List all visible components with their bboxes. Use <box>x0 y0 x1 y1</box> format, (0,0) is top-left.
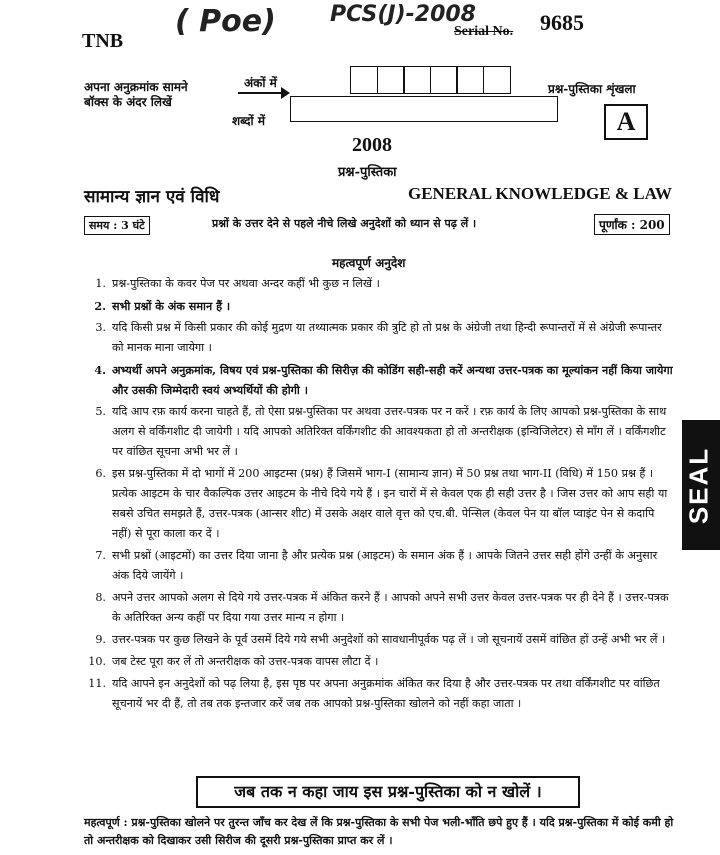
instruction-item: 8. अपने उत्तर आपको अलग से दिये गये उत्तर-पत्रक में अंकित करने हैं । आपको अपने सभी उत्तर केवल उत्तर-पत्रक पर ही देने हैं । उत्तर-पत्रक के अतिरिक्त अन्य कहीं पर दिया गया उत्तर मान्य न होगा । <box>95 591 669 624</box>
roll-digit-box[interactable] <box>377 66 405 94</box>
instruction-item: 6. इस प्रश्न-पुस्तिका में दो भागों में 200 आइटम्स (प्रश्न) हैं जिसमें भाग-I (सामान्य ज्ञान) में 50 प्रश्न तथा भाग-II (विधि) में 150 प्रश्न हैं । प्रत्येक आइटम के चार वैकल्पिक उत्तर आइटम के नीचे दिये गये हैं । इन चारों में से केवल एक ही सही उत्तर है । जिस उत्तर को आप सही या सबसे उचित समझते हैं, उत्तर-पत्रक (आन्सर शीट) में उसके अक्षर वाले वृत्त को एच.बी. पेन्सिल (केवल पेन या बॉल प्वाइंट पेन से कदापि नहीं) से पूरा काला कर दें । <box>95 467 668 540</box>
max-marks: पूर्णांक : 200 <box>594 214 670 235</box>
instruction-item: 4. अभ्यर्थी अपने अनुक्रमांक, विषय एवं प्रश्न-पुस्तिका की सिरीज़ की कोडिंग सही-सही करें अन्यथा उत्तर-पत्रक का मूल्यांकन नहीं किया जायेगा और उसकी जिम्मेदारी स्वयं अभ्यर्थियों की होगी । <box>94 363 673 397</box>
serial-number: 9685 <box>540 10 584 35</box>
series-label: प्रश्न-पुस्तिका शृंखला <box>548 82 636 96</box>
roll-digit-box[interactable] <box>430 66 458 94</box>
instruction-item: 9. उत्तर-पत्रक पर कुछ लिखने के पूर्व उसमें दिये गये सभी अनुदेशों को सावधानीपूर्वक पढ़ लें । जो सूचनायें उसमें वांछित हों उन्हें अभी भर लें । <box>95 633 666 646</box>
arrow-icon <box>238 92 288 94</box>
booklet-code: TNB <box>82 30 124 52</box>
roll-words-field[interactable] <box>290 96 558 122</box>
roll-digit-box[interactable] <box>456 66 484 94</box>
instruction-item: 7. सभी प्रश्नों (आइटमों) का उत्तर दिया जाना है और प्रत्येक प्रश्न (आइटम) के समान अंक हैं । आपके जितने उत्तर सही होंगे उन्हीं के अनुसार अंक दिये जायेंगे । <box>95 549 658 582</box>
footer-note: महत्वपूर्ण : प्रश्न-पुस्तिका खोलने पर तुरन्त जाँच कर देख लें कि प्रश्न-पुस्तिका के सभी पेज भली-भाँति छपे हुए हैं । यदि प्रश्न-पुस्तिका में कोई कमी हो तो अन्तरीक्षक को दिखाकर उसी सिरीज की दूसरी प्रश्न-पुस्तिका प्राप्त कर लें । <box>84 816 674 847</box>
subject-hindi: सामान्य ज्ञान एवं विधि <box>84 187 220 207</box>
roll-number-note: अपना अनुक्रमांक सामने बॉक्स के अंदर लिखें <box>84 80 188 109</box>
subject-english: GENERAL KNOWLEDGE & LAW <box>408 184 673 203</box>
booklet-label: प्रश्न-पुस्तिका <box>338 165 397 180</box>
roll-digit-box[interactable] <box>350 66 378 94</box>
digits-label: अंकों में <box>244 76 277 90</box>
seal-label: SEAL <box>683 446 714 525</box>
seal-tab <box>682 420 720 550</box>
instruction-item: 2. सभी प्रश्नों के अंक समान हैं । <box>94 299 231 313</box>
instructions-title: महत्वपूर्ण अनुदेश <box>332 256 406 270</box>
instruction-item: 3. यदि किसी प्रश्न में किसी प्रकार की कोई मुद्रण या तथ्यात्मक प्रकार की त्रुटि हो तो प्रश्न के अंग्रेजी तथा हिन्दी रूपान्तरों में से अंग्रेजी रूपान्तर को मानक माना जायेगा । <box>95 321 662 354</box>
instruction-item: 11. यदि आपने इन अनुदेशों को पढ़ लिया है, इस पृष्ठ पर अपना अनुक्रमांक अंकित कर दिया है और उत्तर-पत्रक पर तथा वर्किंगशीट पर वांछित सूचनायें भर दी हैं, तो तब तक इन्तजार करें जब तक आपको प्रश्न-पुस्तिका खोलने को नहीं कहा जाता । <box>88 677 660 710</box>
serial-label: Serial No. <box>454 24 514 39</box>
roll-digit-box[interactable] <box>403 66 431 94</box>
exam-year: 2008 <box>352 134 392 156</box>
handwritten-exam-code: PCS(J)-2008 <box>330 2 476 27</box>
instruction-item: 10. जब टेस्ट पूरा कर लें तो अन्तरीक्षक को उत्तर-पत्रक वापस लौटा दें । <box>88 655 379 668</box>
instruction-item: 1. प्रश्न-पुस्तिका के कवर पेज पर अथवा अन्दर कहीं भी कुछ न लिखें । <box>95 277 380 290</box>
roll-number-boxes[interactable] <box>350 66 509 94</box>
instructions-list <box>84 274 674 716</box>
handwritten-note: ( Poe) <box>175 4 276 39</box>
series-value: A <box>604 104 648 140</box>
roll-digit-box[interactable] <box>483 66 511 94</box>
words-label: शब्दों में <box>232 114 265 128</box>
do-not-open-warning: जब तक न कहा जाय इस प्रश्न-पुस्तिका को न खोलें । <box>196 776 580 808</box>
instruction-item: 5. यदि आप रफ़ कार्य करना चाहते हैं, तो ऐसा प्रश्न-पुस्तिका पर अथवा उत्तर-पत्रक पर न करें । रफ़ कार्य के लिए आपको प्रश्न-पुस्तिका के साथ अलग से वर्किंगशीट दी जायेगी । यदि आपको अतिरिक्त वर्किंगशीट की आवश्यकता हो तो अन्तरीक्षक (इन्विजिलेटर) से माँग लें । वर्किंगशीट पर वांछित सूचना अभी भर लें । <box>95 405 667 458</box>
time-allowed: समय : 3 घंटे <box>84 216 150 235</box>
read-instructions-note: प्रश्नों के उत्तर देने से पहले नीचे लिखे अनुदेशों को ध्यान से पढ़ लें । <box>212 217 477 230</box>
